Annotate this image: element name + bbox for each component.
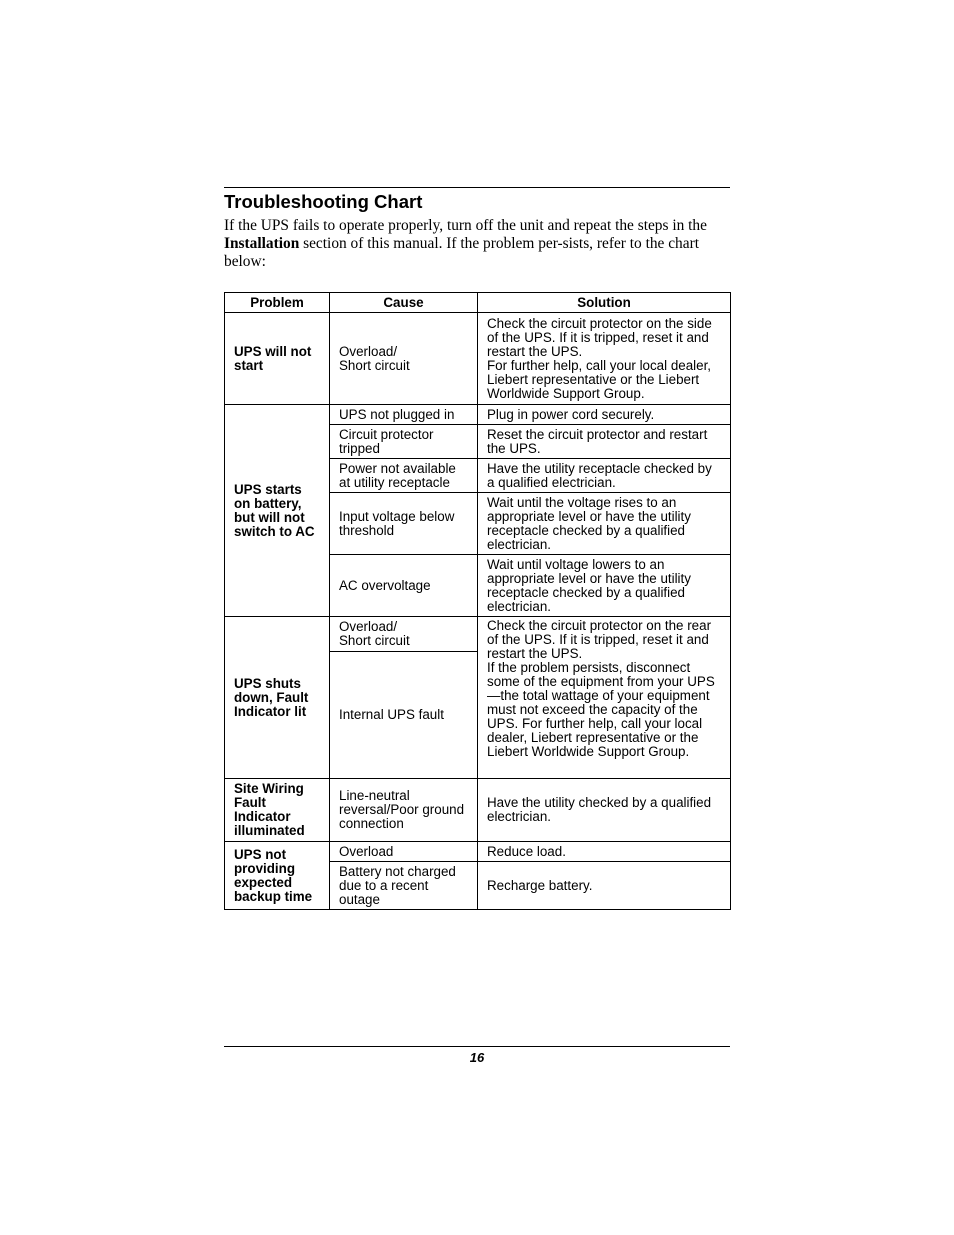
solution-cell: Recharge battery. xyxy=(478,862,731,910)
cause-cell: Power not available at utility receptacle xyxy=(330,459,478,493)
solution-cell: Wait until the voltage rises to an appropriate level or have the utility receptacle checked by a qualified electrician. xyxy=(478,493,731,555)
cause-cell: Internal UPS fault xyxy=(330,652,478,779)
cause-cell: Overload/ Short circuit xyxy=(330,617,478,652)
solution-cell: Check the circuit protector on the rear of the UPS. If it is tripped, reset it and restart the UPS. If the problem persists, disconnect some of the equipment from your UPS—the total wattage of your equipment must not exceed the capacity of the UPS. For further help, call your local dealer, Liebert representative or the Liebert Worldwide Support Group. xyxy=(478,617,731,779)
cause-cell: Battery not charged due to a recent outage xyxy=(330,862,478,910)
intro-emphasis: Installation xyxy=(224,235,300,252)
cause-cell: Overload xyxy=(330,842,478,862)
problem-cell: UPS starts on battery, but will not switch to AC xyxy=(225,405,330,617)
section-title: Troubleshooting Chart xyxy=(224,191,423,212)
header-solution: Solution xyxy=(478,293,731,313)
table-row xyxy=(225,313,731,405)
header-cause: Cause xyxy=(330,293,478,313)
intro-text-before: If the UPS fails to operate properly, turn off the unit and repeat the steps in the xyxy=(224,217,707,234)
cause-cell: Input voltage below threshold xyxy=(330,493,478,555)
solution-cell: Have the utility checked by a qualified electrician. xyxy=(478,779,731,842)
solution-cell: Wait until voltage lowers to an appropriate level or have the utility receptacle checked by a qualified electrician. xyxy=(478,555,731,617)
bottom-rule xyxy=(224,1046,730,1047)
page-number: 16 xyxy=(469,1050,485,1065)
cause-cell: Line-neutral reversal/Poor ground connection xyxy=(330,779,478,842)
solution-cell: Check the circuit protector on the side of the UPS. If it is tripped, reset it and restart the UPS. For further help, call your local dealer, Liebert representative or the Liebert Worldwide Support Group. xyxy=(478,313,731,405)
table-row xyxy=(225,779,731,842)
header-row xyxy=(225,293,731,313)
problem-cell: UPS will not start xyxy=(225,313,330,405)
problem-cell: Site Wiring Fault Indicator illuminated xyxy=(225,779,330,842)
problem-cell: UPS not providing expected backup time xyxy=(225,842,330,910)
solution-cell: Plug in power cord securely. xyxy=(478,405,731,425)
header-problem: Problem xyxy=(225,293,330,313)
intro-text-after: section of this manual. If the problem per-sists, refer to the chart below: xyxy=(224,235,699,270)
solution-cell: Reduce load. xyxy=(478,842,731,862)
table-row xyxy=(225,842,731,862)
problem-cell: UPS shuts down, Fault Indicator lit xyxy=(225,617,330,779)
cause-cell: UPS not plugged in xyxy=(330,405,478,425)
cause-cell: AC overvoltage xyxy=(330,555,478,617)
solution-cell: Reset the circuit protector and restart the UPS. xyxy=(478,425,731,459)
table-row xyxy=(225,405,731,425)
intro-paragraph xyxy=(224,217,724,271)
cause-cell: Circuit protector tripped xyxy=(330,425,478,459)
cause-cell: Overload/ Short circuit xyxy=(330,313,478,405)
troubleshooting-table xyxy=(224,292,731,910)
top-rule xyxy=(224,187,730,188)
table-row xyxy=(225,617,731,652)
solution-cell: Have the utility receptacle checked by a qualified electrician. xyxy=(478,459,731,493)
